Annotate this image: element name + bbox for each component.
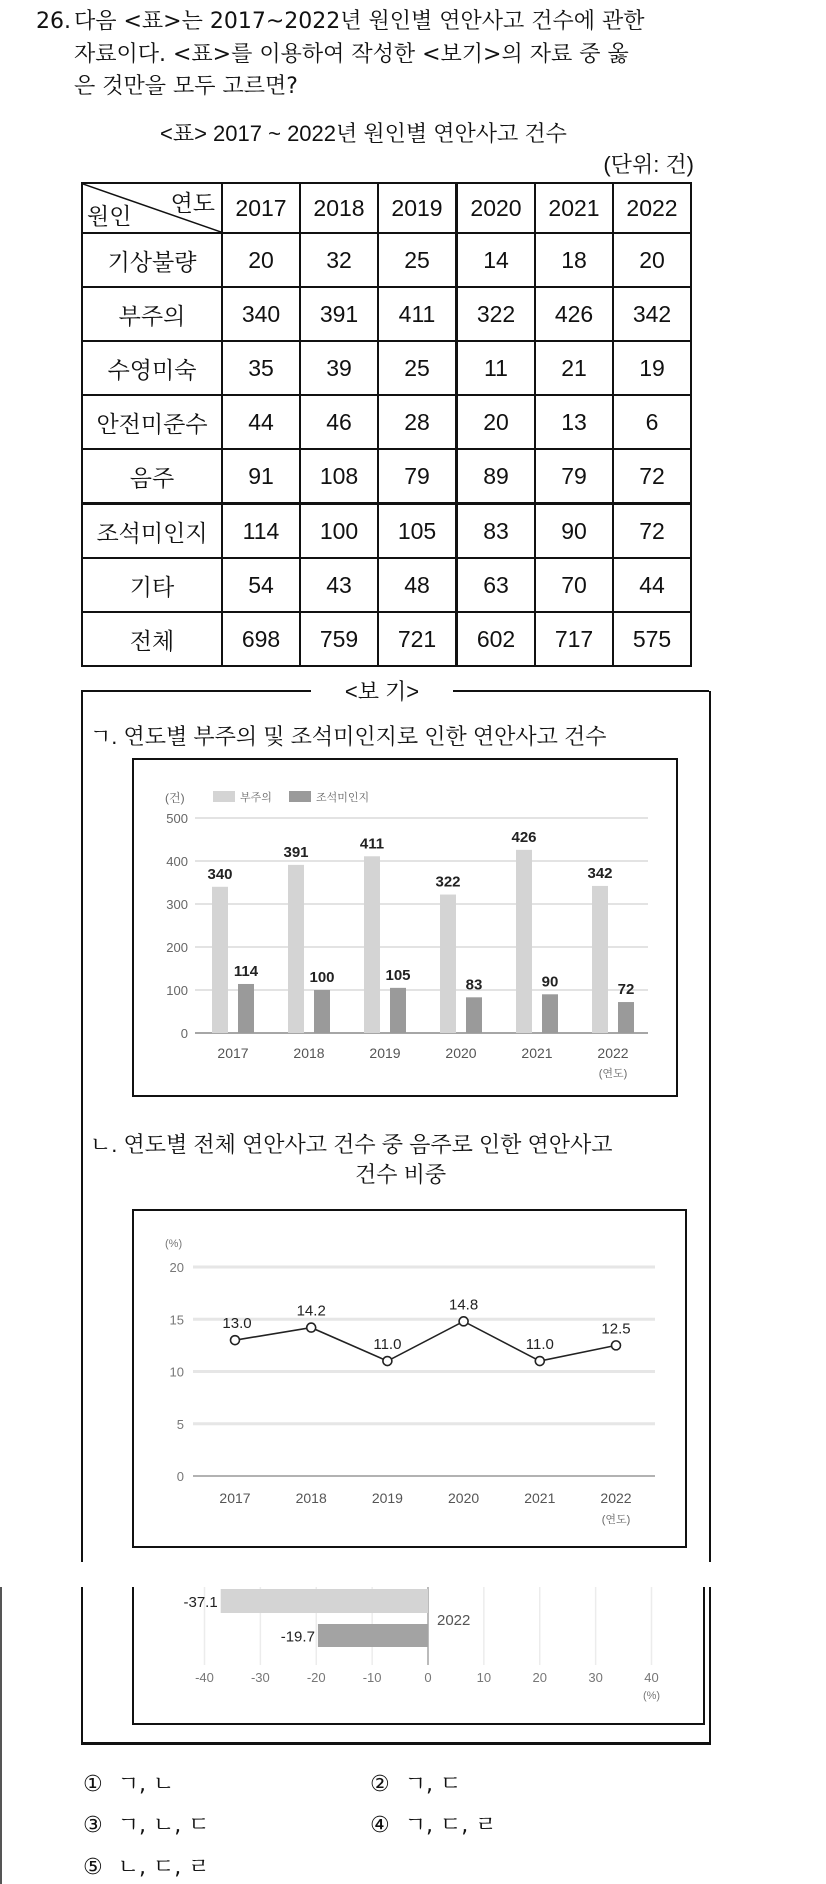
table-cell: 44: [613, 558, 691, 612]
answer-option[interactable]: [83, 1808, 209, 1839]
y-unit-label: (%): [165, 1238, 183, 1250]
item-a-title: ㄱ. 연도별 부주의 및 조석미인지로 인한 연안사고 건수: [90, 724, 607, 749]
bar: [440, 895, 456, 1033]
legend-label-1: 부주의: [240, 792, 272, 804]
x-tick-label: 2019: [371, 1490, 403, 1506]
chart-c: [134, 1587, 700, 1722]
cause-label: 전체: [82, 612, 222, 666]
x-tick-label: 2018: [293, 1045, 325, 1061]
table-cell: 39: [300, 341, 378, 395]
item-b-title-line-1: ㄴ. 연도별 전체 연안사고 건수 중 음주로 인한 연안사고: [90, 1132, 613, 1157]
data-label: 11.0: [525, 1336, 554, 1354]
y-tick-label: 5: [176, 1416, 184, 1432]
data-label: 11.0: [373, 1336, 402, 1354]
data-label: 322: [435, 873, 461, 891]
option-text: ㄱ, ㄴ: [117, 1772, 175, 1797]
option-text: ㄱ, ㄴ, ㄷ: [117, 1813, 210, 1838]
y-unit-label: (건): [165, 791, 185, 805]
table-cell: 411: [378, 287, 457, 341]
table-cell: 28: [378, 395, 457, 449]
y-tick-label: 10: [169, 1364, 184, 1380]
bogi-top-line-left: [81, 690, 311, 692]
table-cell: 18: [535, 233, 613, 287]
table-row: [82, 449, 691, 504]
table-row: [82, 558, 691, 612]
table-cell: 14: [457, 233, 536, 287]
data-point: [535, 1357, 544, 1366]
x-tick-label: -30: [250, 1670, 270, 1685]
table-cell: 35: [222, 341, 300, 395]
bar: [390, 988, 406, 1033]
table-cell: 72: [613, 504, 691, 559]
page-edge-line: [0, 1587, 2, 1884]
table-cell: 717: [535, 612, 613, 666]
answer-option[interactable]: [370, 1808, 496, 1839]
chart-a: [134, 760, 674, 1092]
table-cell: 105: [378, 504, 457, 559]
y-tick-label: 300: [166, 897, 188, 912]
data-point: [307, 1323, 316, 1332]
data-label: 426: [511, 828, 537, 846]
option-number: ①: [83, 1772, 103, 1797]
x-tick-label: -40: [195, 1670, 214, 1685]
option-number: ②: [370, 1772, 390, 1797]
table-row: [82, 504, 691, 559]
data-point: [383, 1357, 392, 1366]
table-cell: 43: [300, 558, 378, 612]
table-cell: 89: [457, 449, 536, 504]
table-cell: 759: [300, 612, 378, 666]
x-tick-label: -20: [306, 1670, 326, 1685]
cause-label: 기타: [82, 558, 222, 612]
data-label: 391: [283, 843, 309, 861]
data-point: [459, 1317, 468, 1326]
y-tick-label: 400: [166, 854, 188, 869]
data-label: -19.7: [280, 1628, 315, 1646]
y-tick-label: 20: [169, 1260, 184, 1275]
cause-label: 조석미인지: [82, 504, 222, 559]
table-cell: 391: [300, 287, 378, 341]
table-cell: 575: [613, 612, 691, 666]
y-tick-label: 15: [169, 1312, 184, 1328]
bogi-header: <보 기>: [344, 679, 420, 704]
bar: [592, 886, 608, 1033]
cause-label: 수영미숙: [82, 341, 222, 395]
table-cell: 72: [613, 449, 691, 504]
x-tick-label: 30: [588, 1670, 603, 1685]
table-cell: 54: [222, 558, 300, 612]
question-line-2: 자료이다. <표>를 이용하여 작성한 <보기>의 자료 중 옳: [74, 42, 629, 67]
table-cell: 79: [378, 449, 457, 504]
data-label: 14.2: [296, 1302, 326, 1320]
cause-label: 부주의: [82, 287, 222, 341]
x-tick-label: 2019: [369, 1045, 401, 1061]
table-cell: 340: [222, 287, 300, 341]
table-cell: 32: [300, 233, 378, 287]
table-unit: (단위: 건): [603, 152, 694, 177]
data-label: 411: [359, 835, 385, 853]
data-label: 90: [541, 973, 559, 991]
year-header: 2022: [613, 183, 691, 233]
table-cell: 79: [535, 449, 613, 504]
corner-year-label: 연도: [170, 190, 215, 216]
table-row: [82, 395, 691, 449]
data-label: 100: [309, 969, 335, 986]
year-header: 2021: [535, 183, 613, 233]
table-title: <표> 2017 ~ 2022년 원인별 연안사고 건수: [160, 121, 567, 146]
y-tick-label: 0: [180, 1026, 188, 1041]
table-cell: 20: [457, 395, 536, 449]
table-cell: 11: [457, 341, 536, 395]
table-cell: 91: [222, 449, 300, 504]
answer-option[interactable]: [370, 1767, 461, 1798]
bar: [466, 997, 482, 1033]
legend-swatch-2: [289, 791, 311, 802]
bar: [221, 1589, 428, 1613]
x-tick-label: 2017: [219, 1490, 251, 1506]
bar: [618, 1002, 634, 1033]
y-tick-label: 0: [176, 1469, 184, 1484]
table-cell: 342: [613, 287, 691, 341]
x-unit-label: (연도): [598, 1068, 628, 1080]
option-text: ㄴ, ㄷ, ㄹ: [117, 1855, 210, 1880]
legend-swatch-1: [213, 791, 235, 802]
table-row: [82, 287, 691, 341]
table-cell: 20: [222, 233, 300, 287]
answer-option[interactable]: [83, 1767, 174, 1798]
bar: [318, 1624, 428, 1647]
x-tick-label: -10: [362, 1670, 382, 1685]
table-row: [82, 612, 691, 666]
series-line: [235, 1321, 616, 1361]
chart-b: [134, 1211, 683, 1543]
x-tick-label: 40: [644, 1670, 659, 1685]
legend-label-2: 조석미인지: [316, 792, 370, 804]
table-cell: 602: [457, 612, 536, 666]
x-tick-label: 0: [424, 1670, 432, 1685]
data-label: 72: [617, 981, 635, 999]
y-tick-label: 500: [166, 811, 188, 826]
option-number: ③: [83, 1813, 103, 1838]
x-tick-label: 10: [476, 1670, 492, 1685]
option-text: ㄱ, ㄷ: [404, 1772, 462, 1797]
question-number: 26.: [36, 9, 71, 34]
item-b-title-line-2: 건수 비중: [355, 1162, 447, 1187]
question-line-3: 은 것만을 모두 고르면?: [74, 74, 298, 99]
y-tick-label: 100: [166, 983, 188, 998]
table-cell: 70: [535, 558, 613, 612]
table-cell: 25: [378, 233, 457, 287]
table-cell: 44: [222, 395, 300, 449]
corner-cause-label: 원인: [87, 203, 132, 229]
cause-label: 기상불량: [82, 233, 222, 287]
data-label: 12.5: [601, 1320, 631, 1338]
x-tick-label: 2022: [597, 1045, 629, 1061]
table-cell: 698: [222, 612, 300, 666]
table-cell: 721: [378, 612, 457, 666]
bar: [314, 990, 330, 1033]
table-cell: 83: [457, 504, 536, 559]
corner-cell: [82, 183, 222, 233]
y-tick-label: 200: [166, 940, 188, 955]
table-cell: 25: [378, 341, 457, 395]
data-label: 114: [233, 962, 259, 980]
bar: [238, 984, 254, 1033]
data-label: 105: [385, 966, 411, 984]
table-cell: 100: [300, 504, 378, 559]
table-cell: 46: [300, 395, 378, 449]
year-header: 2018: [300, 183, 378, 233]
x-tick-label: 20: [532, 1670, 547, 1685]
x-tick-label: 2022: [600, 1490, 632, 1506]
data-point: [231, 1336, 240, 1345]
table-row: [82, 341, 691, 395]
table-cell: 63: [457, 558, 536, 612]
table-cell: 114: [222, 504, 300, 559]
table-cell: 426: [535, 287, 613, 341]
data-label: 83: [465, 976, 483, 994]
bar: [516, 850, 532, 1033]
table-cell: 108: [300, 449, 378, 504]
cause-label: 안전미준수: [82, 395, 222, 449]
bar: [288, 865, 304, 1033]
bar: [542, 994, 558, 1033]
bar: [364, 856, 380, 1033]
x-tick-label: 2018: [295, 1490, 327, 1506]
data-label: 14.8: [448, 1296, 479, 1314]
table-row: [82, 233, 691, 287]
table-cell: 20: [613, 233, 691, 287]
table-cell: 322: [457, 287, 536, 341]
table-cell: 6: [613, 395, 691, 449]
data-point: [612, 1341, 621, 1350]
option-number: ④: [370, 1813, 390, 1838]
category-label: 2022: [437, 1612, 471, 1629]
table-header-row: [82, 183, 691, 233]
data-label: 13.0: [222, 1315, 252, 1333]
bar: [212, 887, 228, 1033]
x-tick-label: 2020: [448, 1490, 480, 1506]
answer-option[interactable]: [83, 1850, 209, 1881]
table-cell: 19: [613, 341, 691, 395]
question-line-1: 다음 <표>는 2017~2022년 원인별 연안사고 건수에 관한: [74, 9, 645, 34]
table-cell: 48: [378, 558, 457, 612]
x-tick-label: 2017: [217, 1045, 249, 1061]
year-header: 2019: [378, 183, 457, 233]
accident-table: [81, 182, 692, 667]
option-number: ⑤: [83, 1855, 103, 1880]
table-cell: 13: [535, 395, 613, 449]
bogi-top-line-right: [453, 690, 709, 692]
table-cell: 21: [535, 341, 613, 395]
x-tick-label: 2021: [521, 1045, 553, 1061]
option-text: ㄱ, ㄷ, ㄹ: [404, 1813, 497, 1838]
data-label: 340: [207, 865, 233, 883]
data-label: -37.1: [183, 1594, 218, 1611]
x-tick-label: 2021: [524, 1490, 556, 1506]
x-unit-label: (%): [642, 1690, 661, 1702]
x-unit-label: (연도): [601, 1514, 631, 1526]
data-label: 342: [587, 864, 613, 882]
year-header: 2020: [457, 183, 536, 233]
year-header: 2017: [222, 183, 300, 233]
table-cell: 90: [535, 504, 613, 559]
cause-label: 음주: [82, 449, 222, 504]
x-tick-label: 2020: [445, 1045, 477, 1061]
